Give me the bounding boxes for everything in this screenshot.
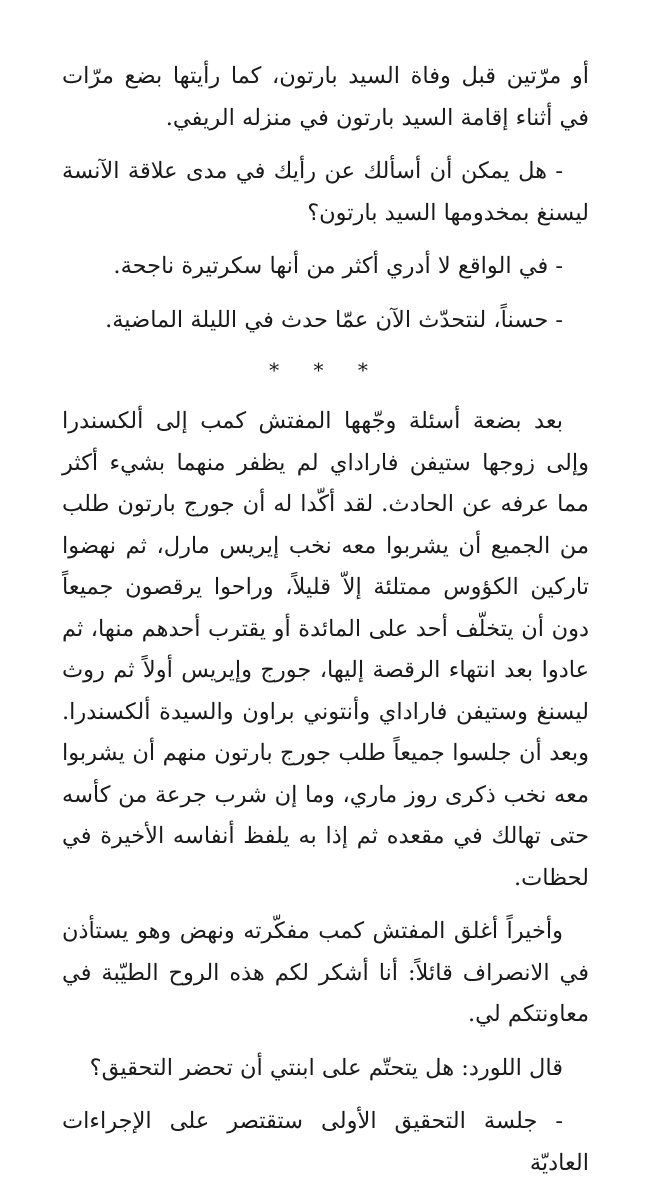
dialogue-line: - حسناً، لنتحدّث الآن عمّا حدث في الليلة الماضية. <box>105 306 563 333</box>
narrative-paragraph: بعد بضعة أسئلة وجّهها المفتش كمب إلى ألكسندرا وإلى زوجها ستيفن فاراداي لم يظفر منهما بشيء أكثر مما عرفه عن الحادث. لقد أكّدا له أن جورج بارتون طلب من الجميع أن يشربوا معه نخب إيريس مارل، ثم نهضوا تاركين الكؤوس ممتلئة إلاّ قليلاً، وراحوا يرقصون جميعاً دون أن يتخلّف أحد على المائدة أو يقترب أحدهم منها، ثم عادوا بعد انتهاء الرقصة إليها، جورج وإيريس أولاً ثم روث ليسنغ وستيفن فاراداي وأنتوني براون والسيدة ألكسندرا. وبعد أن جلسوا جميعاً طلب جورج بارتون منهم أن يشربوا معه نخب ذكرى روز ماري، وما إن شرب جرعة من كأسه حتى تهالك في مقعده ثم إذا به يلفظ أنفاسه الأخيرة في لحظات. <box>62 408 589 891</box>
paragraph-gap <box>62 139 589 151</box>
paragraph-gap <box>62 1036 589 1048</box>
paragraph-gap <box>62 234 589 246</box>
dialogue-answer: - جلسة التحقيق الأولى ستقتصر على الإجراءات العاديّة <box>62 1108 589 1176</box>
paragraph-gap <box>62 288 589 300</box>
dialogue-question: قال اللورد: هل يتحتّم على ابنتي أن تحضر التحقيق؟ <box>89 1054 563 1081</box>
paragraph-gap <box>62 1089 589 1101</box>
paragraph-gap <box>62 899 589 911</box>
dialogue-question: - هل يمكن أن أسألك عن رأيك في مدى علاقة الآنسة ليسنغ بمخدومها السيد بارتون؟ <box>62 158 589 226</box>
page-text <box>62 56 589 1184</box>
dialogue-answer: - في الواقع لا أدري أكثر من أنها سكرتيرة ناجحة. <box>113 253 563 279</box>
paragraph-continuation: أو مرّتين قبل وفاة السيد بارتون، كما رأيتها بضع مرّات في أثناء إقامة السيد بارتون في منزله الريفي. <box>62 63 589 131</box>
section-separator: * * * <box>269 358 382 382</box>
narrative-paragraph: وأخيراً أغلق المفتش كمب مفكّرته ونهض وهو يستأذن في الانصراف قائلاً: أنا أشكر لكم هذه الروح الطيّبة في معاونتكم لي. <box>62 918 589 1027</box>
